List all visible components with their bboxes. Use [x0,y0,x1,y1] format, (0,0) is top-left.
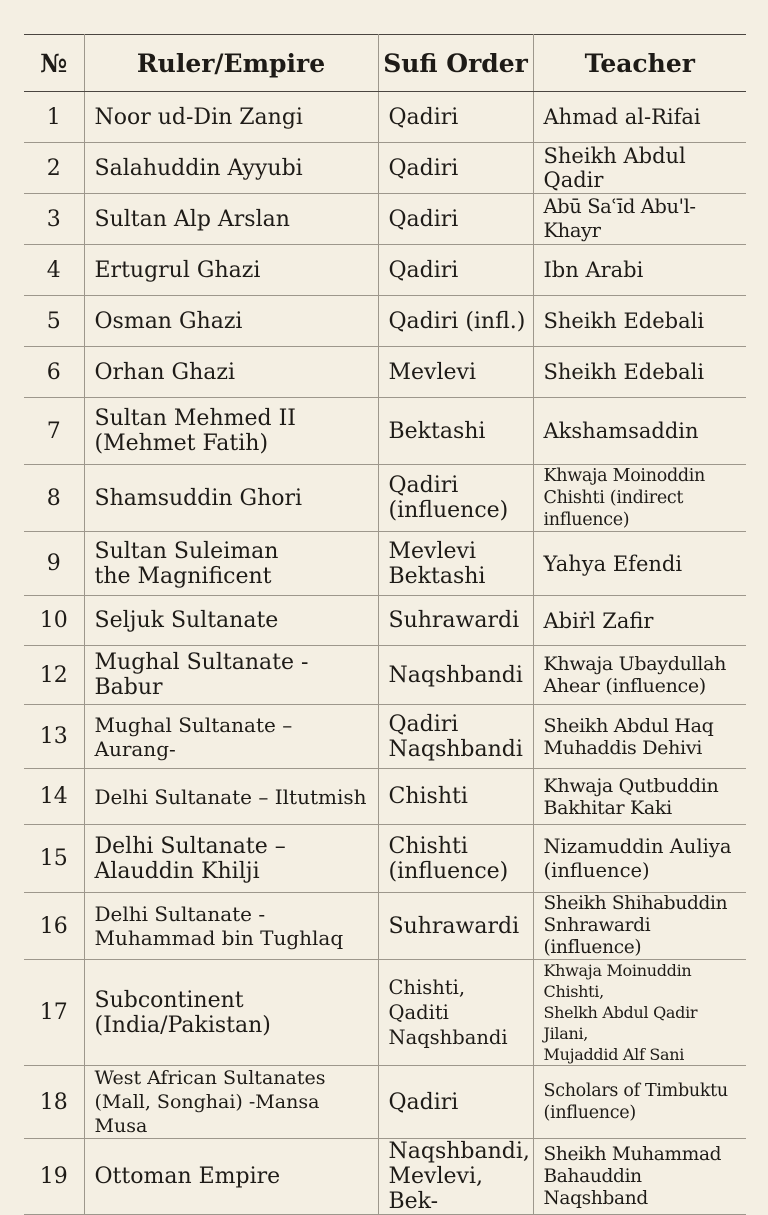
row-number: 2 [24,143,84,194]
table-row [24,769,746,825]
ruler-cell: Delhi Sultanate – Alauddin Khilji [84,825,378,893]
ruler-cell: Delhi Sultanate – Iltutmish [84,769,378,825]
order-cell: Qadiri [378,194,533,245]
order-cell: Bektashi [378,398,533,465]
teacher-cell: Akshamsaddin [533,398,746,465]
row-number: 3 [24,194,84,245]
row-number: 10 [24,596,84,646]
order-cell: Qadiri [378,245,533,296]
order-cell: Chishti, Qaditi Naqshbandi [378,960,533,1066]
ruler-cell: Subcontinent (India/Pakistan) [84,960,378,1066]
teacher-cell: Khwaja Moinoddin Chishti (indirect influence) [533,465,746,532]
order-cell: Naqshbandi, Mevlevi, Bek- [378,1139,533,1215]
ruler-cell: Delhi Sultanate - Muhammad bin Tughlaq [84,893,378,960]
ruler-cell: Ertugrul Ghazi [84,245,378,296]
table-row [24,596,746,646]
teacher-cell: Ibn Arabi [533,245,746,296]
ruler-cell: Sultan Suleiman the Magnificent [84,532,378,596]
table-row [24,893,746,960]
document-page [24,34,746,1215]
order-cell: Chishti [378,769,533,825]
ruler-cell: Mughal Sultanate – Aurang- [84,705,378,769]
sufi-orders-table [24,34,746,1215]
row-number: 18 [24,1066,84,1139]
row-number: 7 [24,398,84,465]
ruler-cell: Osman Ghazi [84,296,378,347]
order-cell: Qadiri [378,92,533,143]
header-row [24,35,746,92]
row-number: 9 [24,532,84,596]
teacher-cell: Khwaja Ubaydullah Ahear (influence) [533,646,746,705]
table-row [24,1139,746,1215]
header-teacher: Teacher [533,35,746,92]
teacher-cell: Nizamuddin Auliya (influence) [533,825,746,893]
order-cell: Qadiri [378,143,533,194]
table-row [24,245,746,296]
ruler-cell: Sultan Mehmed II (Mehmet Fatih) [84,398,378,465]
ruler-cell: Seljuk Sultanate [84,596,378,646]
teacher-cell: Sheikh Shihabuddin Snhrawardi (influence) [533,893,746,960]
ruler-cell: Shamsuddin Ghori [84,465,378,532]
table-row [24,705,746,769]
table-row [24,646,746,705]
header-number: № [24,35,84,92]
order-cell: Qadiri (influence) [378,465,533,532]
teacher-cell: Sheikh Abdul Haq Muhaddis Dehivi [533,705,746,769]
teacher-cell: Khwaja Qutbuddin Bakhitar Kaki [533,769,746,825]
row-number: 6 [24,347,84,398]
ruler-cell: Mughal Sultanate - Babur [84,646,378,705]
ruler-cell: Noor ud-Din Zangi [84,92,378,143]
table-row [24,825,746,893]
ruler-cell: Salahuddin Ayyubi [84,143,378,194]
order-cell: Qadiri [378,1066,533,1139]
table-row [24,465,746,532]
teacher-cell: Khwaja Moinuddin Chishti, Shelkh Abdul Qadir Jilani, Mujaddid Alf Sani [533,960,746,1066]
row-number: 5 [24,296,84,347]
ruler-cell: Sultan Alp Arslan [84,194,378,245]
ruler-cell: Ottoman Empire [84,1139,378,1215]
row-number: 19 [24,1139,84,1215]
order-cell: Qadiri Naqshbandi [378,705,533,769]
table-row [24,347,746,398]
teacher-cell: Sheikh Abdul Qadir [533,143,746,194]
table-row [24,143,746,194]
row-number: 17 [24,960,84,1066]
row-number: 12 [24,646,84,705]
header-sufi-order: Sufi Order [378,35,533,92]
table-row [24,194,746,245]
teacher-cell: Sheikh Edebali [533,296,746,347]
table-row [24,398,746,465]
teacher-cell: Sheikh Muhammad Bahauddin Naqshband [533,1139,746,1215]
teacher-cell: Yahya Efendi [533,532,746,596]
table-row [24,1066,746,1139]
row-number: 14 [24,769,84,825]
row-number: 15 [24,825,84,893]
row-number: 8 [24,465,84,532]
teacher-cell: Abiṙl Zafir [533,596,746,646]
order-cell: Suhrawardi [378,893,533,960]
order-cell: Mevlevi Bektashi [378,532,533,596]
row-number: 16 [24,893,84,960]
order-cell: Chishti (influence) [378,825,533,893]
order-cell: Qadiri (infl.) [378,296,533,347]
teacher-cell: Abū Saʿīd Abu'l-Khayr [533,194,746,245]
row-number: 1 [24,92,84,143]
table-row [24,296,746,347]
table-row [24,960,746,1066]
row-number: 4 [24,245,84,296]
order-cell: Mevlevi [378,347,533,398]
order-cell: Suhrawardi [378,596,533,646]
table-row [24,92,746,143]
teacher-cell: Ahmad al-Rifai [533,92,746,143]
row-number: 13 [24,705,84,769]
header-ruler-empire: Ruler/Empire [84,35,378,92]
teacher-cell: Sheikh Edebali [533,347,746,398]
ruler-cell: West African Sultanates (Mall, Songhai) -Mansa Musa [84,1066,378,1139]
ruler-cell: Orhan Ghazi [84,347,378,398]
teacher-cell: Scholars of Timbuktu (influence) [533,1066,746,1139]
order-cell: Naqshbandi [378,646,533,705]
table-row [24,532,746,596]
